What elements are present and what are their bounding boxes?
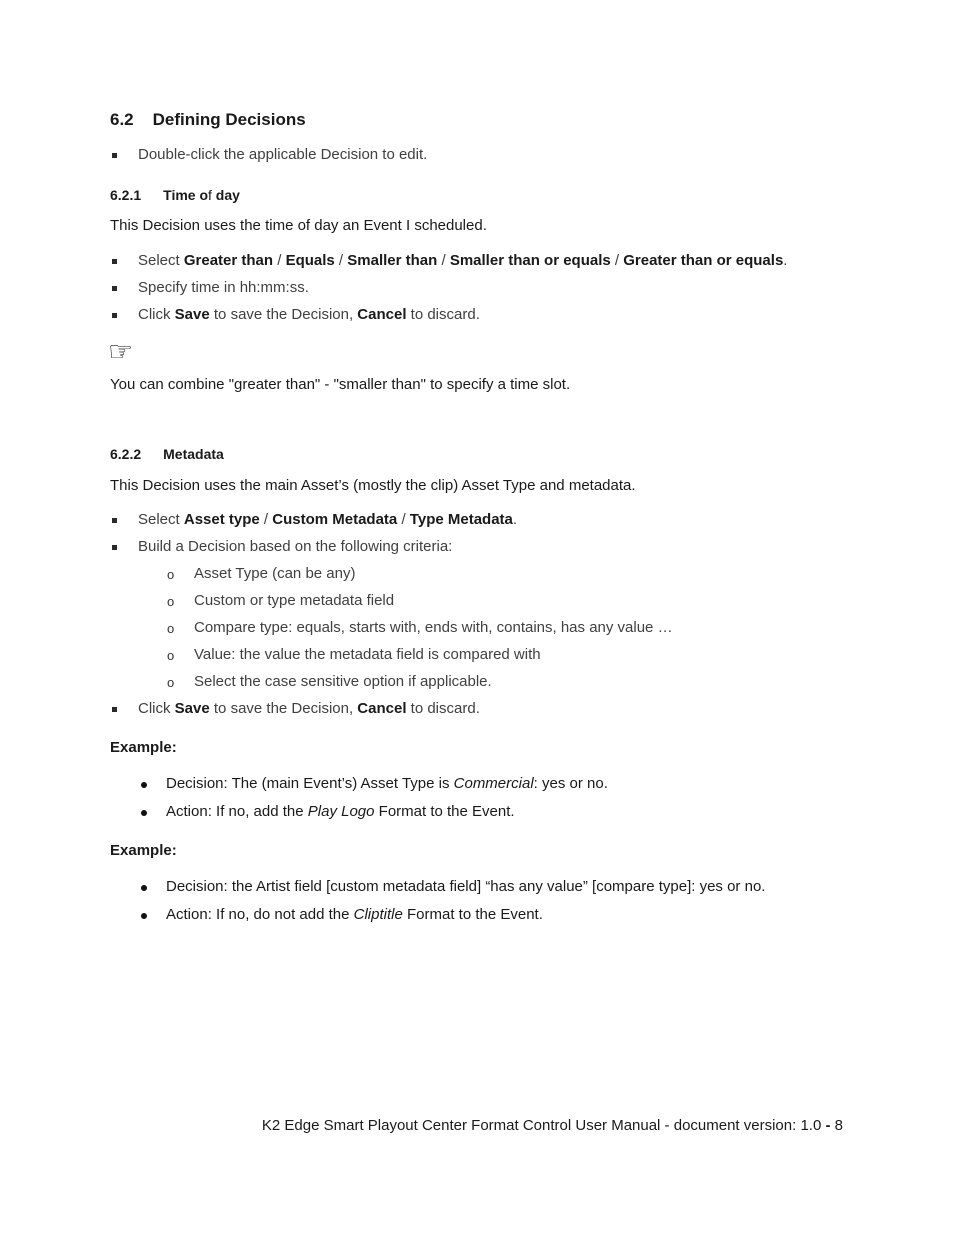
note-text: You can combine "greater than" - "smaller than" to specify a time slot. [110,376,571,393]
bullet [112,518,117,523]
circle-bullet: o [167,621,175,636]
time-of-day-description: This Decision uses the time of day an Event I scheduled. [110,217,487,234]
example-decision: Decision: The (main Event’s) Asset Type is Commercial: yes or no. [166,775,608,792]
specify-time-item: Specify time in hh:mm:ss. [138,279,309,296]
bullet [112,153,117,158]
example-action: Action: If no, add the Play Logo Format to the Event. [166,803,515,820]
circle-bullet: o [167,567,175,582]
bullet [141,810,147,816]
bullet [141,885,147,891]
bullet [112,545,117,550]
select-metadata-item: Select Asset type / Custom Metadata / Type Metadata. [138,511,518,528]
save-cancel-item: Click Save to save the Decision, Cancel to discard. [138,306,480,323]
bullet [141,913,147,919]
example-decision: Decision: the Artist field [custom metadata field] “has any value” [compare type]: yes or no. [166,878,766,895]
circle-bullet: o [167,594,175,609]
intro-bullet-text: Double-click the applicable Decision to edit. [138,146,428,163]
section-number: 6.2 [110,110,134,129]
hand-pointing-icon: ☞ [108,335,134,368]
example-label: Example: [110,739,177,756]
page-footer: K2 Edge Smart Playout Center Format Control User Manual - document version: 1.0 - 8 [261,1117,843,1134]
criteria-item: Value: the value the metadata field is compared with [194,646,541,663]
select-operators-item: Select Greater than / Equals / Smaller than / Smaller than or equals / Greater than or equals. [138,252,788,269]
bullet [141,782,147,788]
bullet [112,286,117,291]
example-action: Action: If no, do not add the Cliptitle Format to the Event. [166,906,543,923]
criteria-item: Asset Type (can be any) [194,565,356,582]
save-cancel-item: Click Save to save the Decision, Cancel to discard. [138,700,480,717]
example-label: Example: [110,842,177,859]
criteria-item: Custom or type metadata field [194,592,395,609]
circle-bullet: o [167,648,175,663]
criteria-item: Compare type: equals, starts with, ends with, contains, has any value … [194,619,673,636]
section-heading [110,110,306,130]
subsection-heading-time-of-day: 6.2.1 Time of day [110,187,240,203]
section-title: Defining Decisions [152,110,306,129]
criteria-item: Select the case sensitive option if applicable. [194,673,492,690]
bullet [112,707,117,712]
subsection-heading-metadata: 6.2.2 Metadata [110,446,224,462]
build-decision-item: Build a Decision based on the following criteria: [138,538,453,555]
bullet [112,313,117,318]
bullet [112,259,117,264]
metadata-description: This Decision uses the main Asset’s (mostly the clip) Asset Type and metadata. [110,477,636,494]
circle-bullet: o [167,675,175,690]
